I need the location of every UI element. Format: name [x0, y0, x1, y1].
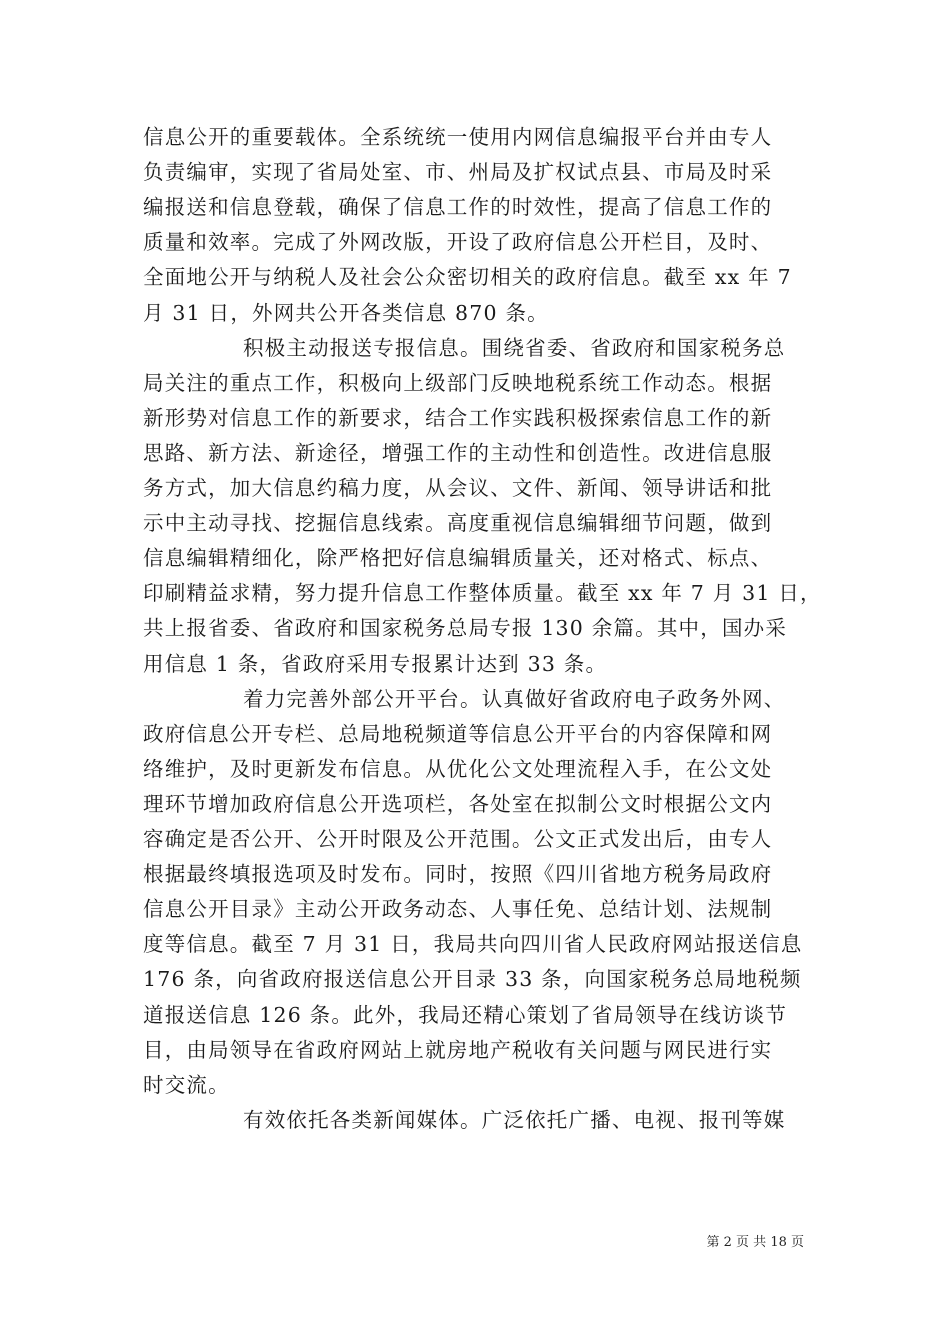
- text-line: 全面地公开与纳税人及社会公众密切相关的政府信息。截至 xx 年 7: [143, 265, 792, 290]
- text-line: 时交流。: [143, 1072, 230, 1097]
- text-line: 负责编审，实现了省局处室、市、州局及扩权试点县、市局及时采: [143, 160, 773, 185]
- paragraph-first-line: 有效依托各类新闻媒体。广泛依托广播、电视、报刊等媒: [243, 1107, 786, 1132]
- text-line: 信息公开的重要载体。全系统统一使用内网信息编报平台并由专人: [143, 125, 773, 149]
- page-number: 第 2 页 共 18 页: [706, 1235, 804, 1250]
- text-line: 信息公开目录》主动公开政务动态、人事任免、总结计划、法规制: [143, 897, 773, 922]
- text-line: 容确定是否公开、公开时限及公开范围。公文正式发出后，由专人: [143, 827, 773, 851]
- text-line: 务方式，加大信息约稿力度，从会议、文件、新闻、领导讲话和批: [143, 476, 773, 500]
- text-line: 道报送信息 126 条。此外，我局还精心策划了省局领导在线访谈节: [143, 1002, 788, 1027]
- text-line: 月 31 日，外网共公开各类信息 870 条。: [143, 300, 549, 325]
- text-line: 质量和效率。完成了外网改版，开设了政府信息公开栏目，及时、: [143, 230, 773, 255]
- text-line: 度等信息。截至 7 月 31 日，我局共向四川省人民政府网站报送信息: [143, 932, 803, 957]
- text-line: 印刷精益求精，努力提升信息工作整体质量。截至 xx 年 7 月 31 日，: [143, 581, 822, 606]
- text-line: 用信息 1 条，省政府采用专报累计达到 33 条。: [143, 651, 608, 676]
- paragraph-first-line: 积极主动报送专报信息。围绕省委、省政府和国家税务总: [243, 335, 786, 360]
- text-line: 信息编辑精细化，除严格把好信息编辑质量关，还对格式、标点、: [143, 546, 773, 571]
- text-line: 络维护，及时更新发布信息。从优化公文处理流程入手，在公文处: [143, 756, 773, 781]
- text-line: 根据最终填报选项及时发布。同时，按照《四川省地方税务局政府: [143, 862, 773, 887]
- text-line: 政府信息公开专栏、总局地税频道等信息公开平台的内容保障和网: [143, 721, 773, 746]
- paragraph-first-line: 着力完善外部公开平台。认真做好省政府电子政务外网、: [243, 686, 786, 711]
- text-line: 编报送和信息登载，确保了信息工作的时效性，提高了信息工作的: [143, 195, 773, 220]
- text-line: 共上报省委、省政府和国家税务总局专报 130 余篇。其中，国办采: [143, 616, 788, 641]
- text-line: 目，由局领导在省政府网站上就房地产税收有关问题与网民进行实: [143, 1037, 773, 1062]
- text-line: 局关注的重点工作，积极向上级部门反映地税系统工作动态。根据: [143, 370, 773, 395]
- text-line: 176 条，向省政府报送信息公开目录 33 条，向国家税务总局地税频: [143, 967, 802, 992]
- text-line: 思路、新方法、新途径，增强工作的主动性和创造性。改进信息服: [143, 440, 773, 465]
- text-line: 示中主动寻找、挖掘信息线索。高度重视信息编辑细节问题，做到: [143, 511, 773, 536]
- text-line: 新形势对信息工作的新要求，结合工作实践积极探索信息工作的新: [143, 405, 773, 430]
- text-line: 理环节增加政府信息公开选项栏，各处室在拟制公文时根据公文内: [143, 791, 773, 816]
